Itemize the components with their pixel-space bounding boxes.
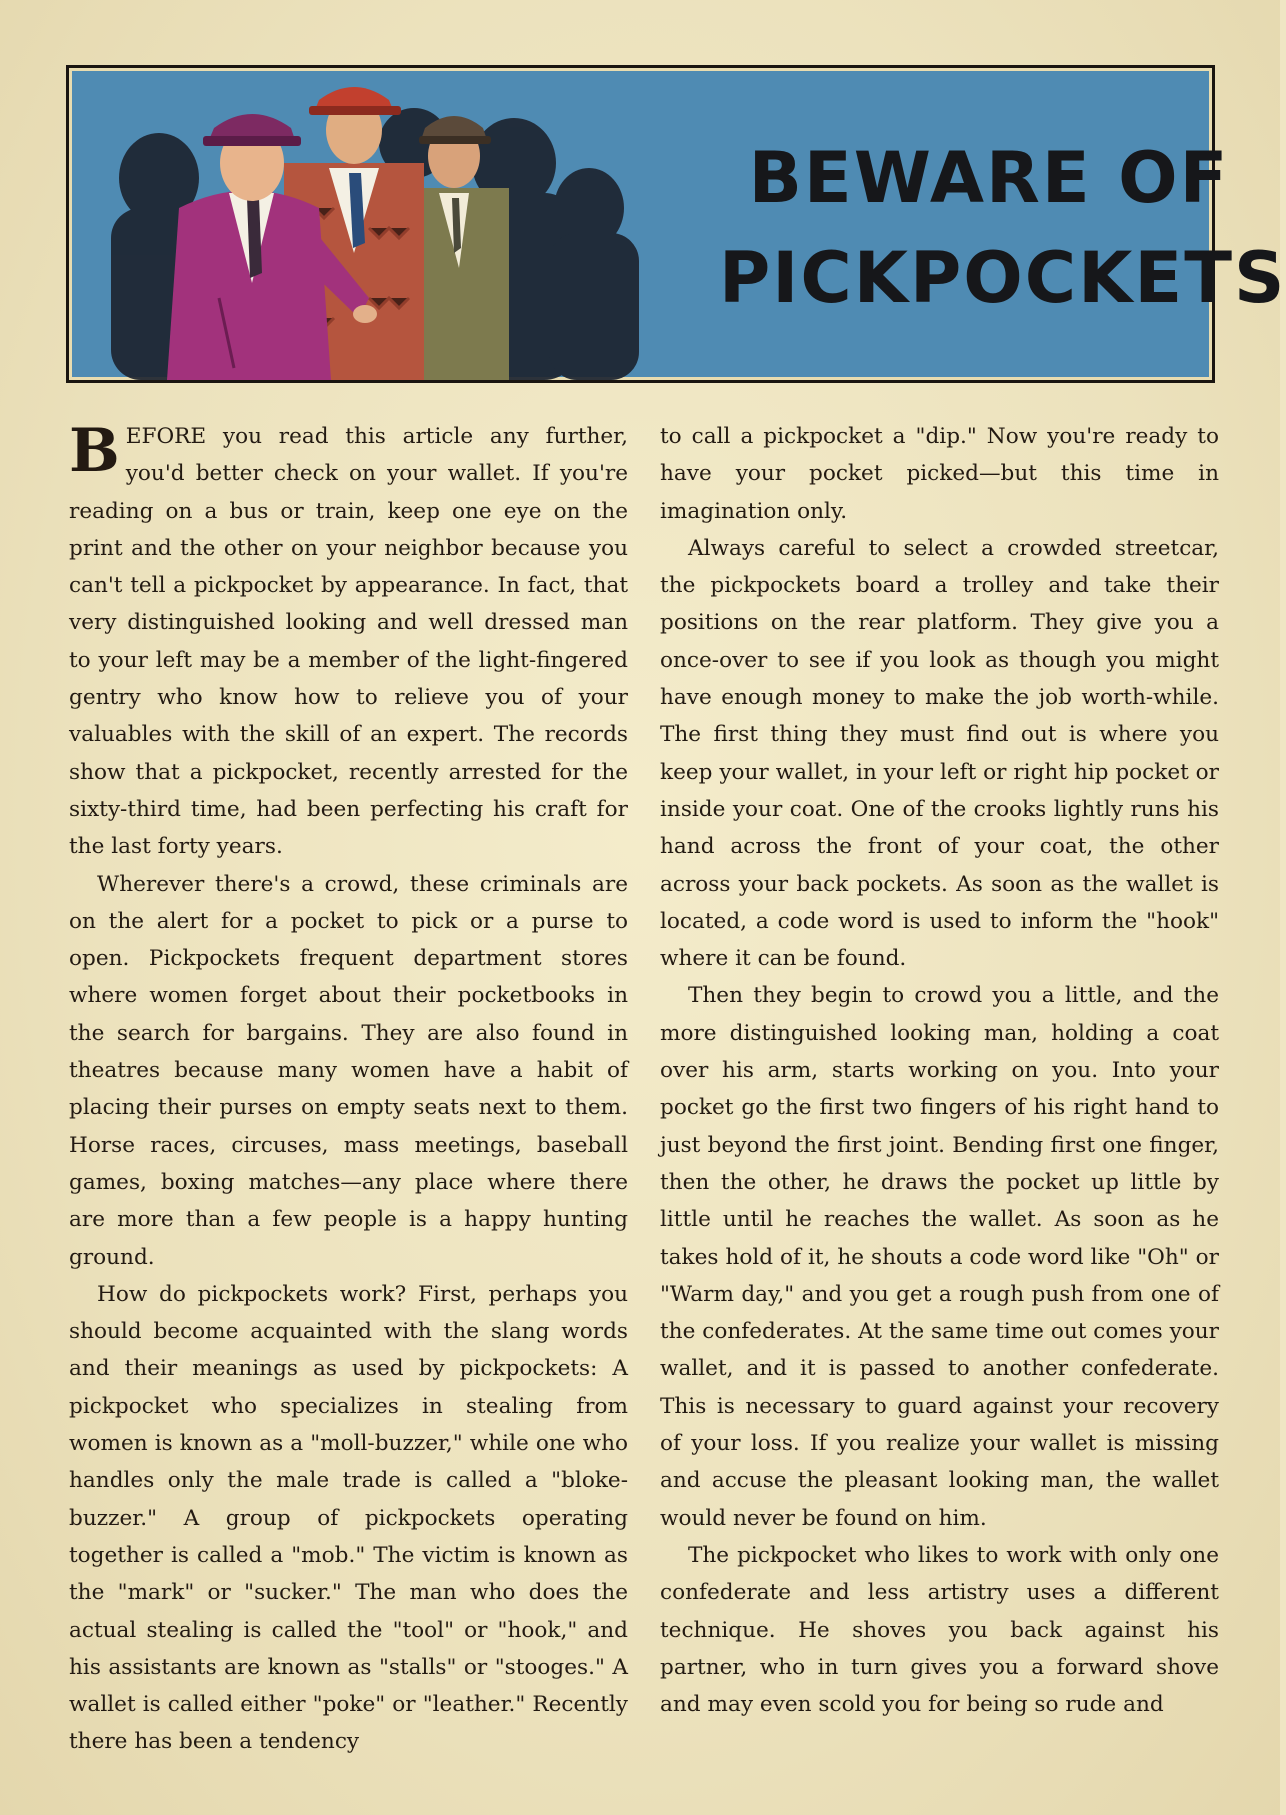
banner-title-line1: BEWARE OF [748, 137, 1230, 219]
banner-title-line2: PICKPOCKETS [719, 237, 1286, 319]
paragraph [69, 418, 628, 866]
left-column [69, 418, 628, 1761]
three-men-illustration [69, 68, 669, 380]
paragraph: Always careful to select a crowded streetcar, the pickpockets board a trolley and take their positions on the rear platform. They give you a once-over to see if you look as though you might have enough money to make the job worth-while. The first thing they must find out is where you keep your wallet, in your left or right hip pocket or inside your coat. One of the crooks lightly runs his hand across the front of your coat, the other across your back pockets. As soon as the wallet is located, a code word is used to inform the "hook" where it can be found. [660, 535, 1220, 972]
right-column [660, 418, 1219, 1761]
paragraph: Then they begin to crowd you a little, and the more distinguished looking man, holding a coat over his arm, starts working on you. Into your pocket go the first two fingers of his right hand to just beyond the first joint. Bending first one finger, then the other, he draws the pocket up little by little until he reaches the wallet. As soon as he takes hold of it, he shouts a code word like "Oh" or "Warm day," and you get a rough push from one of the confederates. At the same time out comes your wallet, and it is passed to another confederate. This is necessary to guard against your recovery of your loss. If you realize your wallet is missing and accuse the pleasant looking man, the wallet would never be found on him. [660, 983, 1220, 1531]
paragraph: Wherever there's a crowd, these criminals are on the alert for a pocket to pick or a purse to open. Pickpockets frequent department stores where women forget about their pocketbooks in the search for bargains. They are also found in theatres because many women have a habit of placing their purses on empty seats next to them. Horse races, circuses, mass meetings, baseball games, boxing matches—any place where there are more than a few people is a happy hunting ground. [69, 871, 628, 1270]
banner-title [719, 128, 1286, 328]
article-body [69, 418, 1219, 1761]
paragraph: to call a pickpocket a "dip." Now you're ready to have your pocket picked—but this time in imagination only. [660, 424, 1219, 524]
drop-cap: B [69, 416, 120, 486]
paragraph-text: EFORE you read this article any further, you'd better check on your wallet. If you're reading on a bus or train, keep one eye on the print and the other on your neighbor because you can't tell a pickpocket by appearance. In fact, that very distinguished looking and well dressed man to your left may be a member of the light-fingered gentry who know how to relieve you of your valuables with the skill of an expert. The records show that a pickpocket, recently arrested for the sixty-third time, had been perfecting his craft for the last forty years. [69, 424, 628, 860]
paragraph: How do pickpockets work? First, perhaps you should become acquainted with the slang words and their meanings as used by pickpockets: A pickpocket who specializes in stealing from women is known as a "moll-buzzer," while one who handles only the male trade is called a "bloke-buzzer." A group of pickpockets operating together is called a "mob." The victim is known as the "mark" or "sucker." The man who does the actual stealing is called the "tool" or "hook," and his assistants are known as "stalls" or "stooges." A wallet is called either "poke" or "leather." Recently there has been a tendency [69, 1281, 628, 1755]
paragraph: The pickpocket who likes to work with only one confederate and less artistry uses a different technique. He shoves you back against his partner, who in turn gives you a forward shove and may even scold you for being so rude and [660, 1542, 1219, 1718]
title-banner [66, 65, 1286, 383]
